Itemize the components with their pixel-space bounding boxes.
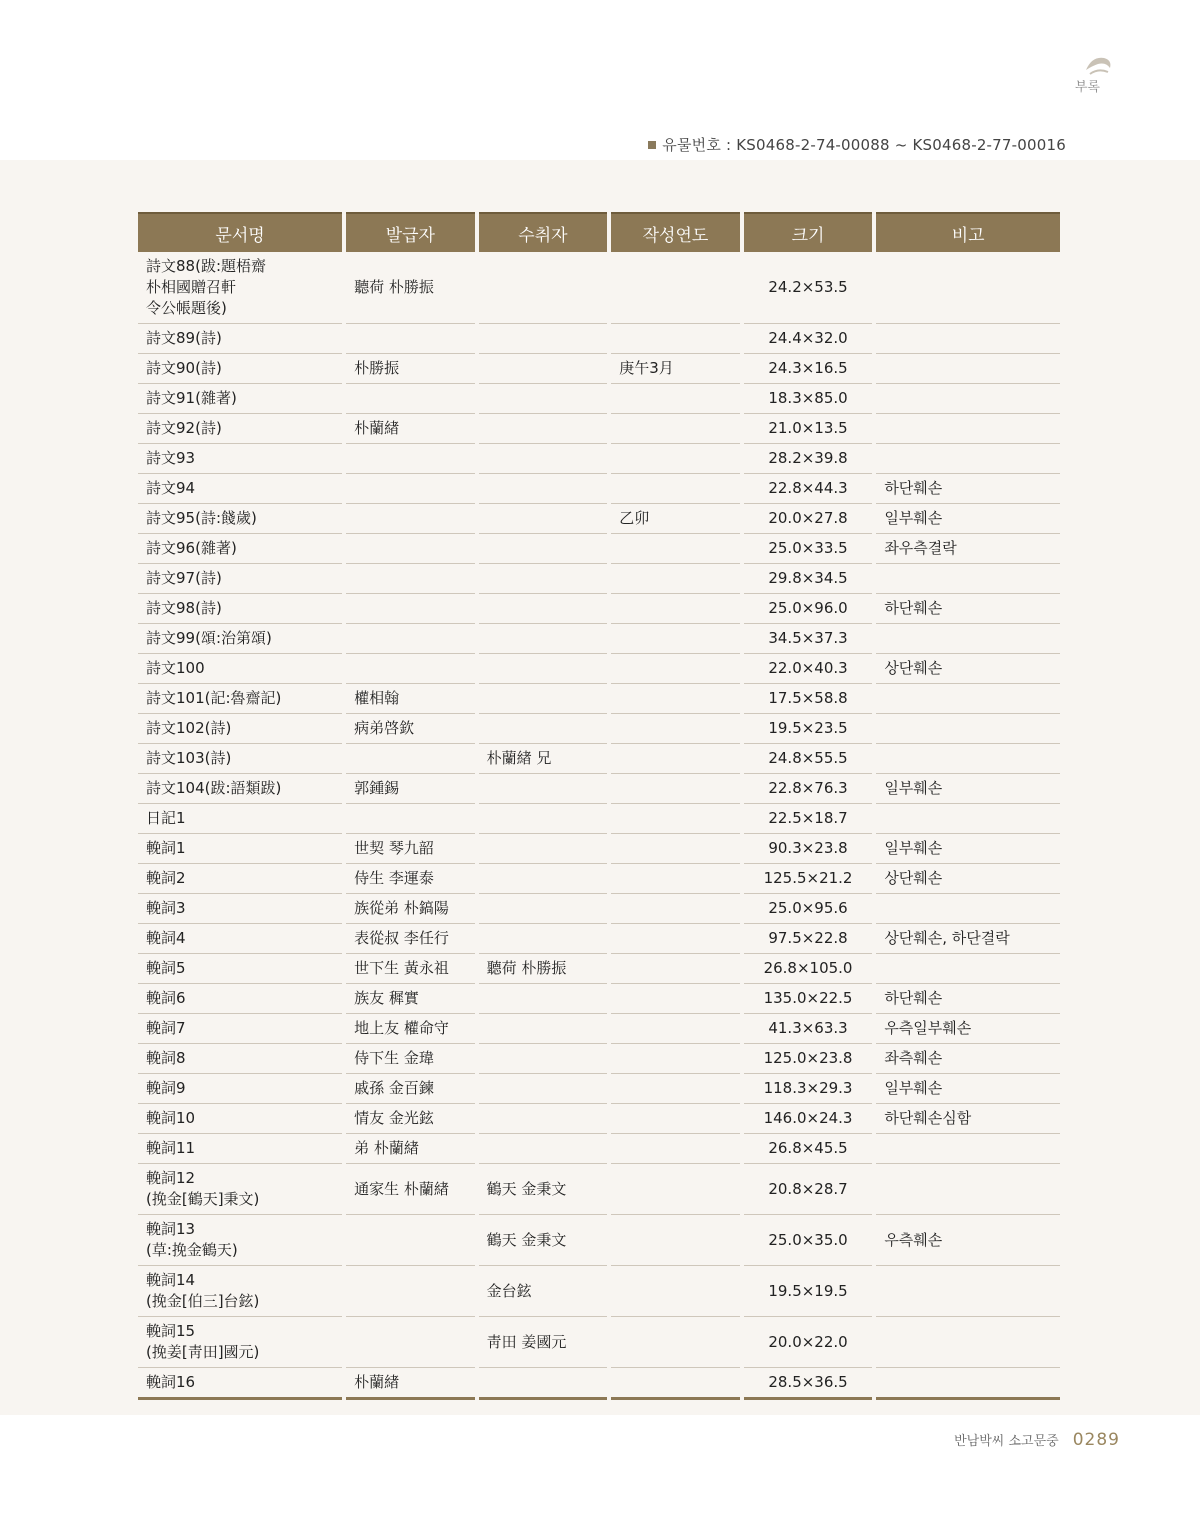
table-cell: 輓詞7 — [138, 1014, 342, 1044]
table-cell — [346, 804, 475, 834]
table-cell — [479, 384, 608, 414]
table-cell — [611, 1014, 740, 1044]
table-row — [138, 384, 1060, 414]
table-cell: 詩文97(詩) — [138, 564, 342, 594]
table-cell — [611, 894, 740, 924]
table-cell: 97.5×22.8 — [744, 924, 873, 954]
table-row — [138, 1074, 1060, 1104]
table-cell — [479, 444, 608, 474]
table-cell — [346, 744, 475, 774]
table-cell — [876, 1266, 1060, 1317]
table-row — [138, 984, 1060, 1014]
section-label: 부록 — [1074, 80, 1100, 95]
table-cell — [611, 954, 740, 984]
table-row — [138, 924, 1060, 954]
reference-text: 유물번호 : KS0468-2-74-00088 ~ KS0468-2-77-00016 — [662, 136, 1066, 154]
table-cell: 詩文103(詩) — [138, 744, 342, 774]
table-cell: 34.5×37.3 — [744, 624, 873, 654]
table-cell: 일부훼손 — [876, 834, 1060, 864]
table-cell: 乙卯 — [611, 504, 740, 534]
table-row — [138, 444, 1060, 474]
table-cell: 輓詞11 — [138, 1134, 342, 1164]
table-cell: 하단훼손 — [876, 984, 1060, 1014]
table-cell: 우측훼손 — [876, 1215, 1060, 1266]
table-cell — [611, 1215, 740, 1266]
table-cell — [346, 474, 475, 504]
table-cell: 詩文90(詩) — [138, 354, 342, 384]
table-cell: 19.5×19.5 — [744, 1266, 873, 1317]
table-cell: 상단훼손 — [876, 864, 1060, 894]
table-cell — [479, 774, 608, 804]
table-cell — [611, 864, 740, 894]
table-cell: 地上友 權命守 — [346, 1014, 475, 1044]
table-cell: 戚孫 金百鍊 — [346, 1074, 475, 1104]
table-cell — [611, 384, 740, 414]
table-cell — [611, 594, 740, 624]
table-cell: 24.2×53.5 — [744, 252, 873, 324]
table-cell — [479, 714, 608, 744]
table-cell: 26.8×45.5 — [744, 1134, 873, 1164]
table-cell: 輓詞3 — [138, 894, 342, 924]
table-cell: 22.0×40.3 — [744, 654, 873, 684]
table-row — [138, 534, 1060, 564]
column-header: 문서명 — [138, 212, 342, 252]
table-cell: 詩文94 — [138, 474, 342, 504]
table-cell — [346, 594, 475, 624]
table-cell: 朴勝振 — [346, 354, 475, 384]
table-cell: 金台鉉 — [479, 1266, 608, 1317]
table-cell: 世契 琴九韶 — [346, 834, 475, 864]
table-cell: 朴蘭緖 兄 — [479, 744, 608, 774]
table-cell — [876, 252, 1060, 324]
table-cell: 日記1 — [138, 804, 342, 834]
table-cell — [479, 354, 608, 384]
table-cell: 25.0×95.6 — [744, 894, 873, 924]
table-cell: 26.8×105.0 — [744, 954, 873, 984]
table-cell — [479, 984, 608, 1014]
table-cell: 상단훼손 — [876, 654, 1060, 684]
table-cell: 輓詞9 — [138, 1074, 342, 1104]
table-row — [138, 1368, 1060, 1400]
table-row — [138, 594, 1060, 624]
table-cell — [611, 714, 740, 744]
table-cell: 詩文95(詩:餞歲) — [138, 504, 342, 534]
column-header: 크기 — [744, 212, 873, 252]
table-cell: 25.0×96.0 — [744, 594, 873, 624]
table-row — [138, 624, 1060, 654]
column-header: 수취자 — [479, 212, 608, 252]
table-cell: 詩文100 — [138, 654, 342, 684]
table-row — [138, 894, 1060, 924]
table-row — [138, 804, 1060, 834]
table-cell: 21.0×13.5 — [744, 414, 873, 444]
table-cell — [346, 444, 475, 474]
table-cell — [611, 924, 740, 954]
table-cell — [876, 624, 1060, 654]
table-cell: 聽荷 朴勝振 — [479, 954, 608, 984]
table-row — [138, 774, 1060, 804]
table-cell — [346, 384, 475, 414]
table-cell: 좌우측결락 — [876, 534, 1060, 564]
table-cell: 輓詞16 — [138, 1368, 342, 1400]
table-row — [138, 1317, 1060, 1368]
table-cell — [876, 894, 1060, 924]
table-cell: 125.5×21.2 — [744, 864, 873, 894]
table-cell: 24.3×16.5 — [744, 354, 873, 384]
table-cell: 詩文98(詩) — [138, 594, 342, 624]
document-table — [134, 212, 1064, 1400]
table-cell: 135.0×22.5 — [744, 984, 873, 1014]
table-cell — [876, 1368, 1060, 1400]
table-cell — [479, 1134, 608, 1164]
table-cell — [611, 1164, 740, 1215]
table-cell — [611, 1074, 740, 1104]
table-cell: 詩文104(跋:語類跋) — [138, 774, 342, 804]
table-cell — [611, 324, 740, 354]
table-cell: 庚午3月 — [611, 354, 740, 384]
table-cell: 상단훼손, 하단결락 — [876, 924, 1060, 954]
table-cell: 詩文88(跋:題梧齋 朴相國贈召軒 令公帳題後) — [138, 252, 342, 324]
table-cell — [479, 864, 608, 894]
table-cell: 22.8×76.3 — [744, 774, 873, 804]
table-cell — [876, 744, 1060, 774]
table-cell — [479, 834, 608, 864]
table-cell — [346, 624, 475, 654]
table-row — [138, 354, 1060, 384]
table-cell — [611, 744, 740, 774]
table-cell: 17.5×58.8 — [744, 684, 873, 714]
table-cell: 鶴天 金秉文 — [479, 1215, 608, 1266]
table-cell — [611, 624, 740, 654]
table-cell — [876, 324, 1060, 354]
table-cell — [611, 534, 740, 564]
table-row — [138, 564, 1060, 594]
table-cell: 20.0×22.0 — [744, 1317, 873, 1368]
table-cell: 詩文89(詩) — [138, 324, 342, 354]
table-cell: 輓詞12 (挽金[鶴天]秉文) — [138, 1164, 342, 1215]
table-cell — [876, 1134, 1060, 1164]
table-cell: 表從叔 李任行 — [346, 924, 475, 954]
column-header: 비고 — [876, 212, 1060, 252]
table-cell: 일부훼손 — [876, 504, 1060, 534]
table-cell — [876, 684, 1060, 714]
table-row — [138, 1215, 1060, 1266]
table-cell — [611, 414, 740, 444]
table-cell — [346, 654, 475, 684]
table-cell — [346, 324, 475, 354]
table-row — [138, 654, 1060, 684]
table-cell: 情友 金光鉉 — [346, 1104, 475, 1134]
table-cell: 族友 穉實 — [346, 984, 475, 1014]
table-cell — [611, 654, 740, 684]
table-cell: 輓詞1 — [138, 834, 342, 864]
footer-title: 반남박씨 소고문중 — [954, 1434, 1059, 1449]
reference-line — [648, 134, 1066, 155]
table-cell: 118.3×29.3 — [744, 1074, 873, 1104]
table-row — [138, 1134, 1060, 1164]
table-cell: 輓詞6 — [138, 984, 342, 1014]
table-cell — [479, 624, 608, 654]
table-row — [138, 864, 1060, 894]
table-cell: 28.2×39.8 — [744, 444, 873, 474]
table-cell — [479, 804, 608, 834]
table-cell: 輓詞2 — [138, 864, 342, 894]
table-cell: 詩文99(頌:治第頌) — [138, 624, 342, 654]
table-row — [138, 1164, 1060, 1215]
table-cell: 侍生 李運泰 — [346, 864, 475, 894]
table-row — [138, 1044, 1060, 1074]
table-cell: 詩文102(詩) — [138, 714, 342, 744]
table-cell — [479, 504, 608, 534]
table-cell: 90.3×23.8 — [744, 834, 873, 864]
table-cell — [479, 1104, 608, 1134]
table-row — [138, 474, 1060, 504]
table-row — [138, 954, 1060, 984]
table-cell: 20.8×28.7 — [744, 1164, 873, 1215]
table-cell — [346, 1266, 475, 1317]
table-row — [138, 1266, 1060, 1317]
table-cell — [611, 1134, 740, 1164]
table-cell — [876, 954, 1060, 984]
table-cell — [611, 834, 740, 864]
table-cell — [479, 1368, 608, 1400]
table-cell: 輓詞14 (挽金[伯三]台鉉) — [138, 1266, 342, 1317]
table-cell — [611, 1317, 740, 1368]
table-cell — [876, 804, 1060, 834]
table-cell — [611, 444, 740, 474]
table-cell: 鶴天 金秉文 — [479, 1164, 608, 1215]
table-cell — [611, 1104, 740, 1134]
table-cell — [479, 534, 608, 564]
table-cell: 族從弟 朴鎬陽 — [346, 894, 475, 924]
column-header: 발급자 — [346, 212, 475, 252]
table-cell: 125.0×23.8 — [744, 1044, 873, 1074]
table-cell: 聽荷 朴勝振 — [346, 252, 475, 324]
table-cell — [479, 1074, 608, 1104]
table-cell: 靑田 姜國元 — [479, 1317, 608, 1368]
table-cell — [479, 474, 608, 504]
table-cell — [479, 654, 608, 684]
table-cell — [346, 534, 475, 564]
table-cell: 朴蘭緖 — [346, 414, 475, 444]
table-cell: 18.3×85.0 — [744, 384, 873, 414]
table-cell — [346, 1215, 475, 1266]
table-cell: 우측일부훼손 — [876, 1014, 1060, 1044]
table-cell — [346, 504, 475, 534]
table-cell: 24.4×32.0 — [744, 324, 873, 354]
table-cell: 41.3×63.3 — [744, 1014, 873, 1044]
table-cell — [876, 564, 1060, 594]
table-cell: 輓詞8 — [138, 1044, 342, 1074]
table-cell — [611, 564, 740, 594]
table-row — [138, 684, 1060, 714]
table-cell — [479, 894, 608, 924]
table-cell — [611, 252, 740, 324]
table-cell: 詩文91(雜著) — [138, 384, 342, 414]
table-body — [138, 252, 1060, 1400]
table-header-row — [138, 212, 1060, 252]
table-cell: 좌측훼손 — [876, 1044, 1060, 1074]
table-cell: 일부훼손 — [876, 774, 1060, 804]
table-cell — [876, 444, 1060, 474]
table-cell: 輓詞13 (草:挽金鶴天) — [138, 1215, 342, 1266]
decorative-logo-icon — [1082, 52, 1114, 78]
table-cell: 病弟啓欽 — [346, 714, 475, 744]
table-cell: 詩文96(雜著) — [138, 534, 342, 564]
table-cell — [479, 414, 608, 444]
table-cell — [876, 1317, 1060, 1368]
table-cell — [479, 252, 608, 324]
table-cell: 詩文93 — [138, 444, 342, 474]
table-cell: 19.5×23.5 — [744, 714, 873, 744]
table-row — [138, 744, 1060, 774]
table-row — [138, 714, 1060, 744]
table-cell — [346, 1317, 475, 1368]
footer — [954, 1430, 1120, 1450]
table-cell: 侍下生 金瑋 — [346, 1044, 475, 1074]
table-cell — [611, 684, 740, 714]
table-cell: 輓詞4 — [138, 924, 342, 954]
table-cell — [876, 714, 1060, 744]
table-cell: 24.8×55.5 — [744, 744, 873, 774]
table-cell: 25.0×35.0 — [744, 1215, 873, 1266]
table-cell: 輓詞5 — [138, 954, 342, 984]
table-cell: 하단훼손 — [876, 474, 1060, 504]
table-cell — [611, 774, 740, 804]
table-cell: 하단훼손 — [876, 594, 1060, 624]
table-cell: 郭鍾錫 — [346, 774, 475, 804]
table-cell — [479, 1044, 608, 1074]
table-cell: 25.0×33.5 — [744, 534, 873, 564]
table-cell — [611, 804, 740, 834]
table-cell: 朴蘭緖 — [346, 1368, 475, 1400]
table-cell — [479, 924, 608, 954]
table-cell: 世下生 黃永祖 — [346, 954, 475, 984]
table-cell: 22.8×44.3 — [744, 474, 873, 504]
table-cell: 22.5×18.7 — [744, 804, 873, 834]
table-row — [138, 414, 1060, 444]
table-cell: 通家生 朴蘭緖 — [346, 1164, 475, 1215]
table-cell — [611, 984, 740, 1014]
table-cell: 輓詞15 (挽姜[靑田]國元) — [138, 1317, 342, 1368]
table-cell — [876, 354, 1060, 384]
table-row — [138, 1014, 1060, 1044]
table-cell — [479, 324, 608, 354]
table-cell — [611, 474, 740, 504]
table-cell — [479, 1014, 608, 1044]
table-row — [138, 834, 1060, 864]
table-row — [138, 252, 1060, 324]
page-number: 0289 — [1072, 1430, 1120, 1450]
table-cell: 弟 朴蘭緖 — [346, 1134, 475, 1164]
table-cell: 20.0×27.8 — [744, 504, 873, 534]
table-cell: 詩文92(詩) — [138, 414, 342, 444]
table-cell: 일부훼손 — [876, 1074, 1060, 1104]
table-cell — [346, 564, 475, 594]
table-cell — [611, 1266, 740, 1317]
column-header: 작성연도 — [611, 212, 740, 252]
table-row — [138, 324, 1060, 354]
table-cell — [479, 684, 608, 714]
table-cell — [479, 594, 608, 624]
table-cell: 28.5×36.5 — [744, 1368, 873, 1400]
table-cell: 29.8×34.5 — [744, 564, 873, 594]
table-cell: 權相翰 — [346, 684, 475, 714]
table-cell: 146.0×24.3 — [744, 1104, 873, 1134]
table-row — [138, 504, 1060, 534]
table-cell: 詩文101(記:魯齋記) — [138, 684, 342, 714]
table-cell: 하단훼손심함 — [876, 1104, 1060, 1134]
table-cell — [876, 1164, 1060, 1215]
table-cell — [479, 564, 608, 594]
table-row — [138, 1104, 1060, 1134]
bullet-square-icon — [648, 141, 656, 149]
table-cell — [876, 414, 1060, 444]
table-cell — [611, 1368, 740, 1400]
table-cell: 輓詞10 — [138, 1104, 342, 1134]
table-cell — [876, 384, 1060, 414]
table-cell — [611, 1044, 740, 1074]
